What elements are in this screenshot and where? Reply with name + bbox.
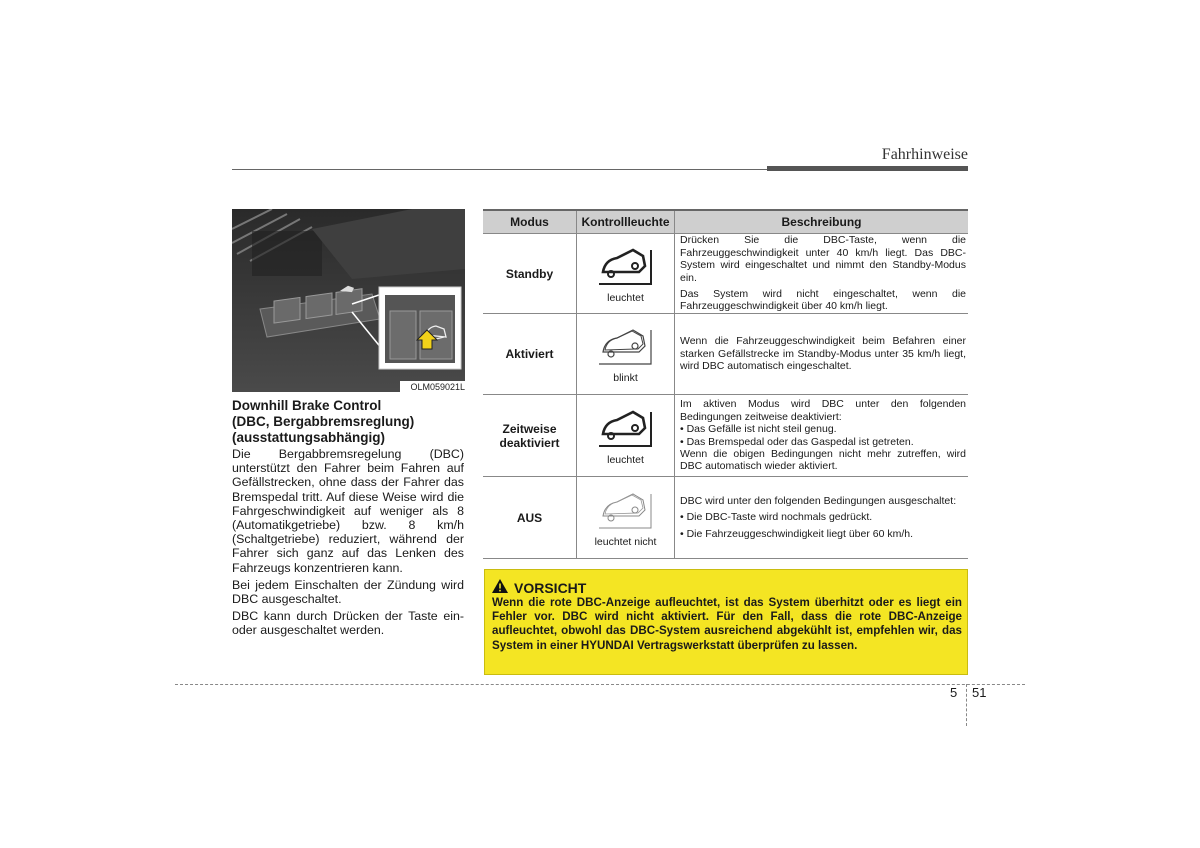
footer-divider (966, 684, 967, 726)
description-bullet: • Das Gefälle ist nicht steil genug. (680, 423, 837, 436)
description-text: Drücken Sie die DBC-Taste, wenn die Fahrzeuggeschwindigkeit unter 40 km/h liegt. Das DBC-System wird eingeschaltet und nimmt den Standby-Modus ein. (680, 234, 966, 284)
section-title-line-1: Downhill Brake Control (232, 398, 382, 413)
header-rule (232, 169, 767, 170)
dbc-modes-table (483, 209, 968, 559)
dbc-car-incline-icon (595, 244, 657, 286)
description-text: Wenn die obigen Bedingungen nicht mehr zutreffen, wird DBC automatisch wieder aktiviert. (680, 447, 966, 473)
caution-text: Wenn die rote DBC-Anzeige aufleuchtet, ist das System überhitzt oder es liegt ein Fehler vor. DBC wird nicht aktiviert. Für den Fall, dass die rote DBC-Anzeige aufleuchtet, obwohl das DBC-System ausreichend abgekühlt ist, empfehlen wir, das System in einer HYUNDAI Vertragswerkstatt überprüfen zu lassen. (492, 596, 962, 652)
section-title-line-3: (ausstattungsabhängig) (232, 430, 386, 445)
chapter-number: 5 (950, 685, 958, 700)
lamp-cell (577, 395, 675, 477)
table-header-row (483, 210, 968, 234)
table-row (483, 395, 968, 477)
footer-rule (175, 684, 1025, 685)
lamp-status: leuchtet nicht (594, 535, 657, 548)
body-paragraph: Die Bergabbremsregelung (DBC) unterstützt den Fahrer beim Fahren auf Gefällstrecken, ohne dass der Fahrer das Bremspedal tritt. Auf diese Weise wird die Fahrgeschwindigkeit auf weniger als 8 (Automatikgetriebe) bzw. 8 km/h (Schaltgetriebe) reduziert, während der Fahrer sich ganz auf das Lenken des Fahrzeugs konzentrieren kann. (232, 447, 464, 575)
description-bullet: • Das Bremspedal oder das Gaspedal ist getreten. (680, 435, 914, 448)
description-cell (675, 314, 969, 395)
body-paragraph: Bei jedem Einschalten der Zündung wird DBC ausgeschaltet. (232, 577, 464, 607)
column-header-lamp: Kontrollleuchte (577, 210, 675, 234)
mode-label-line: Zeitweise (502, 421, 557, 436)
mode-label-line: deaktiviert (499, 435, 560, 450)
body-paragraph: DBC kann durch Drücken der Taste ein- oder ausgeschaltet werden. (232, 609, 464, 638)
description-text: Das System wird nicht eingeschaltet, wenn die Fahrzeuggeschwindigkeit über 40 km/h liegt. (680, 287, 966, 313)
description-text: DBC wird unter den folgenden Bedingungen ausgeschaltet: (680, 494, 957, 507)
section-body (232, 447, 464, 641)
dbc-car-incline-icon (595, 406, 657, 448)
column-header-mode: Modus (483, 210, 577, 234)
caution-title: VORSICHT (514, 580, 587, 596)
column-header-description: Beschreibung (675, 210, 969, 234)
mode-cell: Aktiviert (483, 314, 577, 395)
table-row (483, 314, 968, 395)
mode-cell: Standby (483, 234, 577, 314)
lamp-cell (577, 234, 675, 314)
page-number: 51 (972, 685, 987, 700)
lamp-cell (577, 477, 675, 559)
lamp-cell (577, 314, 675, 395)
table-row (483, 477, 968, 559)
description-text: Wenn die Fahrzeuggeschwindigkeit beim Befahren einer starken Gefällstrecke im Standby-Modus unter 35 km/h liegt, wird DBC automatisch eingeschaltet. (680, 335, 966, 373)
warning-triangle-icon (492, 579, 508, 593)
dbc-switch-photo (232, 209, 465, 392)
description-cell (675, 477, 969, 559)
lamp-status: leuchtet (607, 291, 644, 304)
figure-caption: OLM059021L (400, 381, 465, 393)
lamp-status: blinkt (613, 372, 638, 384)
description-text: Im aktiven Modus wird DBC unter den folgenden Bedingungen zeitweise deaktiviert: (680, 398, 966, 423)
description-bullet: • Die DBC-Taste wird nochmals gedrückt. (680, 511, 873, 524)
description-bullet: • Die Fahrzeuggeschwindigkeit liegt über 60 km/h. (680, 527, 914, 540)
section-title-line-2: (DBC, Bergabbremsreglung) (232, 414, 415, 429)
table-row (483, 234, 968, 314)
dbc-car-incline-icon (595, 488, 657, 530)
description-cell (675, 234, 969, 314)
mode-cell (483, 395, 577, 477)
description-cell (675, 395, 969, 477)
section-title (232, 398, 472, 446)
mode-cell: AUS (483, 477, 577, 559)
header-rule-thick (767, 166, 968, 171)
lamp-status: leuchtet (607, 453, 644, 466)
page-header-title: Fahrhinweise (881, 146, 968, 163)
dbc-car-incline-icon (595, 324, 657, 366)
